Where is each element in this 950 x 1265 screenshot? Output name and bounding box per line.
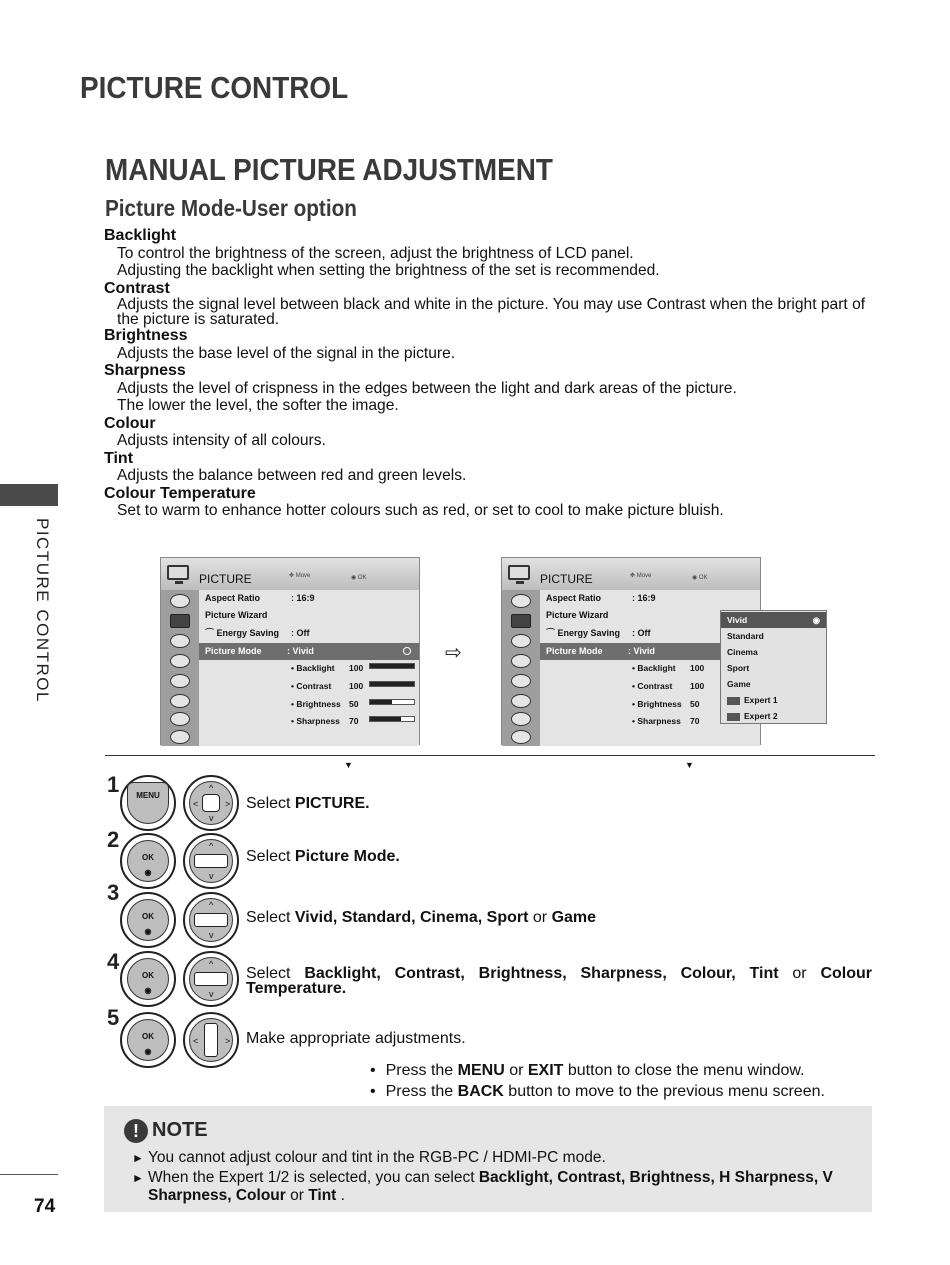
menu-row-label <box>205 625 279 642</box>
chevron-right-icon: > <box>225 1036 231 1046</box>
step-instruction <box>246 795 370 813</box>
input-icon[interactable] <box>170 712 190 726</box>
level-bar-fill <box>370 664 414 668</box>
chevron-down-icon: v <box>209 871 214 881</box>
step-text-bold: Colour Temperature. <box>246 965 873 997</box>
menu-row-label: Aspect Ratio <box>205 593 261 603</box>
picture-icon[interactable] <box>511 614 531 628</box>
option-icon[interactable] <box>170 674 190 688</box>
step-instruction <box>246 966 872 996</box>
menu-row-value: : Off <box>632 628 651 638</box>
ok-button-label <box>127 899 169 941</box>
leaf-icon: ⌒ <box>205 628 217 638</box>
sub-setting-value: 100 <box>349 663 364 673</box>
menu-row-value: : Off <box>291 628 310 638</box>
menu-row-label <box>546 625 620 642</box>
description-item <box>104 327 879 362</box>
chevron-right-icon: > <box>225 799 231 809</box>
menu-category-sidebar <box>502 590 540 746</box>
note-item <box>132 1169 862 1205</box>
film-icon[interactable] <box>511 730 531 744</box>
dropdown-option[interactable] <box>721 692 826 708</box>
description-term: Backlight <box>104 227 177 244</box>
film-icon[interactable] <box>170 730 190 744</box>
radio-icon: ◉ <box>812 615 820 625</box>
option-label: Expert 2 <box>744 711 778 721</box>
sub-setting-value: 70 <box>349 716 359 726</box>
step-text-prefix: Select <box>246 795 295 812</box>
lock-icon[interactable] <box>511 694 531 708</box>
level-bar[interactable] <box>369 716 415 722</box>
menu-row-label-text: Energy Saving <box>216 628 280 638</box>
radio-icon: ◉ <box>144 986 152 995</box>
page-number: 74 <box>34 1196 56 1217</box>
up-down-key <box>194 854 228 868</box>
hint-item <box>370 1060 825 1081</box>
sub-setting-label: • Brightness <box>291 699 341 709</box>
expert-tag-icon <box>727 697 740 705</box>
menu-row-label: Picture Wizard <box>546 610 609 620</box>
up-down-pad-icon[interactable] <box>183 892 239 948</box>
note-box <box>104 1106 872 1212</box>
tv-icon <box>167 565 189 580</box>
note-title: NOTE <box>152 1119 208 1141</box>
note-list <box>132 1149 862 1207</box>
left-right-pad-icon[interactable] <box>183 1012 239 1068</box>
ok-hint: ◉ OK <box>692 575 708 581</box>
dropdown-option[interactable] <box>721 708 826 724</box>
menu-row-label: Picture Mode <box>205 646 262 656</box>
sub-setting-row[interactable] <box>632 696 700 713</box>
picture-icon[interactable] <box>170 614 190 628</box>
menu-title: PICTURE <box>199 572 252 586</box>
scroll-down-arrow-icon[interactable]: ▼ <box>685 760 694 770</box>
step-text-prefix: Select <box>246 848 295 865</box>
ok-button[interactable] <box>120 1012 176 1068</box>
sub-setting-row[interactable] <box>632 660 705 677</box>
satellite-dish-icon[interactable] <box>170 594 190 608</box>
exclamation-icon: ! <box>124 1119 148 1143</box>
step-text-suffix: or <box>528 909 552 926</box>
note-item: ► You cannot adjust colour and tint in the RGB-PC / HDMI-PC mode. <box>132 1149 862 1167</box>
menu-button[interactable] <box>120 775 176 831</box>
hint-text: Press the <box>385 1062 458 1079</box>
satellite-dish-icon[interactable] <box>511 594 531 608</box>
sub-setting-label: • Sharpness <box>291 716 340 726</box>
dropdown-option[interactable]: Game <box>727 679 751 689</box>
hint-text: or <box>504 1062 528 1079</box>
hint-item <box>370 1081 825 1102</box>
section-title: MANUAL PICTURE ADJUSTMENT <box>105 152 553 187</box>
description-text: Adjusts the level of crispness in the edges between the light and dark areas of the picture. <box>117 379 737 397</box>
input-icon[interactable] <box>511 712 531 726</box>
step-text-suffix: or <box>778 965 821 982</box>
chevron-down-icon: v <box>209 989 214 999</box>
menu-category-sidebar <box>161 590 199 746</box>
radio-icon: ◉ <box>144 868 152 877</box>
side-section-label: PICTURE CONTROL <box>33 518 52 703</box>
sub-setting-label: • Contrast <box>291 681 332 691</box>
option-descriptions <box>104 227 879 520</box>
menu-row-value: : Vivid <box>287 646 314 656</box>
note-text: . <box>336 1187 345 1204</box>
sub-setting-row[interactable] <box>291 696 359 713</box>
description-text: To control the brightness of the screen, adjust the brightness of LCD panel. <box>117 244 634 262</box>
level-bar-fill <box>370 682 414 686</box>
up-down-key <box>194 972 228 986</box>
left-right-key <box>204 1023 218 1057</box>
radio-icon: ◉ <box>144 927 152 936</box>
option-label: Expert 1 <box>744 695 778 705</box>
sub-setting-label: • Sharpness <box>632 716 681 726</box>
sub-setting-label: • Brightness <box>632 699 682 709</box>
description-item <box>104 362 879 415</box>
step-text-bold: Picture Mode. <box>294 848 400 865</box>
move-hint: ✥ Move <box>630 573 652 579</box>
ok-button-label <box>127 840 169 882</box>
hint-text: Press the <box>385 1083 458 1100</box>
speaker-icon[interactable] <box>170 634 190 648</box>
ok-button-text: OK <box>142 971 154 980</box>
description-item <box>104 485 879 520</box>
description-term: Colour <box>104 414 156 432</box>
sub-setting-label: • Backlight <box>291 663 335 673</box>
description-term: Contrast <box>104 279 170 297</box>
menu-row[interactable] <box>199 590 419 607</box>
sub-setting-label: • Backlight <box>632 663 676 673</box>
hint-text: button to move to the previous menu screen. <box>503 1083 825 1100</box>
chevron-up-icon: ^ <box>209 959 214 969</box>
side-tab-marker <box>0 484 58 506</box>
dropdown-option[interactable]: Standard <box>727 631 764 641</box>
description-term: Tint <box>104 449 134 467</box>
ok-button[interactable] <box>120 833 176 889</box>
note-bold: Backlight, Contrast, Brightness, H Sharpness, V Sharpness, Colour <box>148 1169 833 1204</box>
note-text: or <box>285 1187 309 1204</box>
menu-row[interactable] <box>199 625 419 642</box>
description-item <box>104 227 879 280</box>
nav-center <box>202 794 220 812</box>
description-text: Adjusts the base level of the signal in the picture. <box>117 344 456 362</box>
level-bar[interactable] <box>369 663 415 669</box>
chevron-up-icon: ^ <box>209 841 214 851</box>
sub-setting-value: 70 <box>690 716 700 726</box>
section-divider <box>105 755 875 756</box>
dropdown-option[interactable]: Sport <box>727 663 750 673</box>
sub-setting-value: 100 <box>690 681 705 691</box>
note-bold: Tint <box>308 1187 337 1204</box>
leaf-icon: ⌒ <box>546 628 558 638</box>
chevron-up-icon: ^ <box>209 783 214 793</box>
step-number: 5 <box>107 1005 120 1030</box>
button-hints <box>370 1060 825 1102</box>
menu-row-selected[interactable] <box>199 643 419 660</box>
hint-bold: BACK <box>457 1083 504 1100</box>
sub-setting-row[interactable] <box>632 713 700 730</box>
step-number: 1 <box>107 772 120 797</box>
expert-tag-icon <box>727 713 740 721</box>
ok-button-text: OK <box>142 912 154 921</box>
ok-hint-label: OK <box>698 575 708 581</box>
step-text-bold: Vivid, Standard, Cinema, Sport <box>294 909 529 926</box>
chevron-left-icon: < <box>193 799 199 809</box>
hint-text: button to close the menu window. <box>563 1062 805 1079</box>
chevron-down-icon: v <box>209 813 214 823</box>
chevron-down-icon: v <box>209 930 214 940</box>
step-text-prefix: Select <box>246 909 295 926</box>
sub-setting-row[interactable] <box>291 660 364 677</box>
move-hint: ✥ Move <box>289 573 311 579</box>
sub-setting-label: • Contrast <box>632 681 673 691</box>
step-number: 2 <box>107 827 120 852</box>
radio-icon: ◉ <box>144 1047 152 1056</box>
menu-row-label-text: Energy Saving <box>557 628 621 638</box>
description-item <box>104 415 879 450</box>
note-text: When the Expert 1/2 is selected, you can select <box>148 1169 479 1186</box>
dropdown-option-selected[interactable] <box>721 612 826 628</box>
page-number-rule <box>0 1174 58 1175</box>
option-icon[interactable] <box>511 674 531 688</box>
sub-setting-value: 100 <box>349 681 364 691</box>
tv-icon <box>508 565 530 580</box>
step-number: 4 <box>107 949 120 974</box>
ok-button[interactable] <box>120 951 176 1007</box>
transition-arrow-icon: ⇨ <box>445 642 462 664</box>
description-text: The lower the level, the softer the image. <box>117 397 399 414</box>
clock-icon[interactable] <box>511 654 531 668</box>
level-bar[interactable] <box>369 681 415 687</box>
description-text: Adjusts the balance between red and green levels. <box>117 467 467 484</box>
ok-button[interactable] <box>120 892 176 948</box>
menu-header <box>161 558 419 590</box>
step-text-bold: PICTURE. <box>294 795 370 812</box>
level-bar-fill <box>370 700 392 704</box>
sub-setting-value: 50 <box>349 699 359 709</box>
menu-row[interactable] <box>199 607 419 624</box>
description-text: Adjusts the signal level between black and white in the picture. You may use Contrast when the bright part of the picture is saturated. <box>117 296 866 328</box>
step-instruction: Make appropriate adjustments. <box>246 1030 466 1047</box>
menu-button-label: MENU <box>127 782 169 824</box>
sub-setting-row[interactable] <box>291 713 359 730</box>
ok-button-label <box>127 1019 169 1061</box>
subsection-title: Picture Mode-User option <box>105 195 357 221</box>
menu-row-value: : 16:9 <box>632 593 656 603</box>
ok-button-label <box>127 958 169 1000</box>
hint-bold: EXIT <box>527 1062 564 1079</box>
menu-row-label: Aspect Ratio <box>546 593 602 603</box>
menu-row-label: Picture Mode <box>546 646 603 656</box>
menu-row-label: Picture Wizard <box>205 610 268 620</box>
chevron-left-icon: < <box>193 1036 199 1046</box>
scroll-down-arrow-icon[interactable]: ▼ <box>344 760 353 770</box>
picture-mode-dropdown[interactable] <box>720 610 827 724</box>
sub-setting-row[interactable] <box>632 678 705 695</box>
level-bar[interactable] <box>369 699 415 705</box>
move-hint-label: Move <box>295 573 311 579</box>
description-term: Colour Temperature <box>104 484 256 502</box>
description-term: Brightness <box>104 327 188 344</box>
up-down-pad-icon[interactable] <box>183 833 239 889</box>
sub-setting-row[interactable] <box>291 678 364 695</box>
menu-title: PICTURE <box>540 572 593 586</box>
hint-bold: MENU <box>457 1062 505 1079</box>
menu-header <box>502 558 760 590</box>
ok-button-text: OK <box>142 853 154 862</box>
description-item <box>104 450 879 485</box>
menu-row[interactable] <box>540 590 760 607</box>
step-instruction <box>246 848 400 866</box>
sub-setting-value: 50 <box>690 699 700 709</box>
clock-icon[interactable] <box>170 654 190 668</box>
up-down-key <box>194 913 228 927</box>
radio-icon <box>403 647 411 655</box>
sub-setting-value: 100 <box>690 663 705 673</box>
step-text-bold: Backlight, Contrast, Brightness, Sharpness, Colour, Tint <box>304 965 779 982</box>
option-label: Vivid <box>727 615 748 625</box>
menu-row-value: : Vivid <box>628 646 655 656</box>
ok-hint-label: OK <box>357 575 367 581</box>
page-title: PICTURE CONTROL <box>80 70 349 105</box>
menu-row-value: : 16:9 <box>291 593 315 603</box>
chevron-up-icon: ^ <box>209 900 214 910</box>
level-bar-fill <box>370 717 401 721</box>
up-down-pad-icon[interactable] <box>183 951 239 1007</box>
lock-icon[interactable] <box>170 694 190 708</box>
description-text: Set to warm to enhance hotter colours such as red, or set to cool to make picture bluish. <box>117 502 724 519</box>
ok-hint: ◉ OK <box>351 575 367 581</box>
step-instruction <box>246 909 596 927</box>
step-text-prefix: Select <box>246 965 305 982</box>
description-text: Adjusting the backlight when setting the brightness of the set is recommended. <box>117 262 660 279</box>
description-text: Adjusts intensity of all colours. <box>117 432 326 449</box>
description-term: Sharpness <box>104 362 186 379</box>
navigation-pad-icon[interactable] <box>183 775 239 831</box>
speaker-icon[interactable] <box>511 634 531 648</box>
step-text-bold: Game <box>551 909 597 926</box>
move-hint-label: Move <box>636 573 652 579</box>
dropdown-option[interactable]: Cinema <box>727 647 758 657</box>
step-number: 3 <box>107 880 120 905</box>
ok-button-text: OK <box>142 1032 154 1041</box>
description-item <box>104 280 879 328</box>
tv-menu-screen-before <box>160 557 420 770</box>
